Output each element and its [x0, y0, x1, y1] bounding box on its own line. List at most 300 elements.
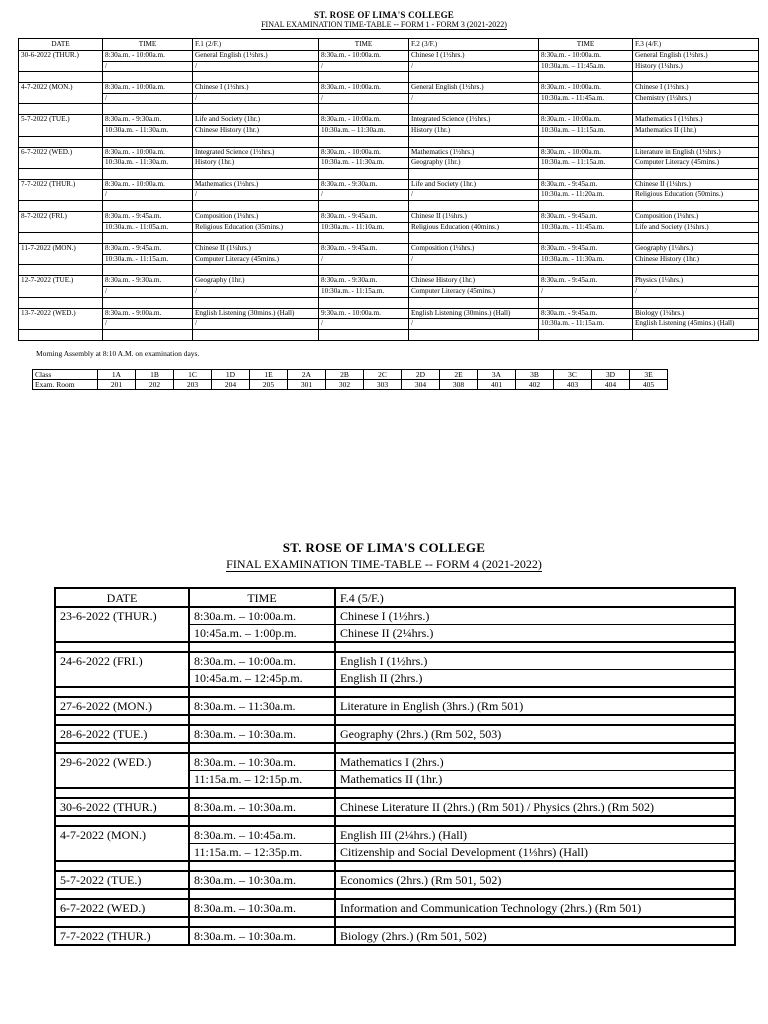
- exam-time: 8:30a.m. - 9:30a.m.: [319, 276, 409, 287]
- exam-date: 6-7-2022 (WED.): [19, 147, 103, 168]
- spacer-cell: [103, 136, 193, 147]
- spacer-cell: [189, 889, 335, 899]
- exam-time: 8:30a.m. - 9:45a.m.: [539, 211, 633, 222]
- timetable-row: [19, 276, 759, 287]
- spacer-cell: [55, 889, 189, 899]
- form4-subject: Chinese Literature II (2hrs.) (Rm 501) / Physics (2hrs.) (Rm 502): [335, 798, 735, 816]
- exam-subject: Mathematics II (1hr.): [633, 125, 759, 136]
- header-f3: F.3 (4/F.): [633, 39, 759, 51]
- spacer-cell: [319, 265, 409, 276]
- form4-spacer: [55, 788, 735, 798]
- form4-spacer: [55, 816, 735, 826]
- exam-subject: Chinese II (1¼hrs.): [409, 211, 539, 222]
- form4-date: 27-6-2022 (MON.): [55, 697, 189, 715]
- spacer-cell: [189, 687, 335, 697]
- exam-subject: Life and Society (1¼hrs.): [633, 222, 759, 233]
- spacer-cell: [319, 329, 409, 340]
- timetable-row: [19, 254, 759, 265]
- exam-date: 12-7-2022 (TUE.): [19, 276, 103, 297]
- spacer-cell: [189, 715, 335, 725]
- exam-time: 8:30a.m. - 10:00a.m.: [539, 147, 633, 158]
- spacer-cell: [103, 265, 193, 276]
- spacer-cell: [19, 72, 103, 83]
- exam-time: /: [103, 190, 193, 201]
- exam-time: 10:30a.m. – 11:15a.m.: [539, 158, 633, 169]
- exam-time: 10:30a.m. - 11:15a.m.: [103, 254, 193, 265]
- form4-subject: English II (2hrs.): [335, 670, 735, 688]
- exam-time: 8:30a.m. - 9:30a.m.: [103, 115, 193, 126]
- form4-time: 8:30a.m. – 10:30a.m.: [189, 899, 335, 917]
- form4-time: 8:30a.m. – 10:30a.m.: [189, 927, 335, 945]
- exam-subject: History (1hr.): [193, 158, 319, 169]
- spacer-cell: [193, 233, 319, 244]
- spacer-cell: [55, 642, 189, 652]
- spacer-cell: [409, 265, 539, 276]
- exam-time: /: [539, 286, 633, 297]
- spacer-cell: [103, 297, 193, 308]
- spacer-cell: [319, 233, 409, 244]
- exam-subject: Mathematics (1½hrs.): [409, 147, 539, 158]
- exam-subject: Chinese I (1½hrs.): [409, 51, 539, 62]
- spacer-cell: [103, 168, 193, 179]
- class-code: 3D: [592, 370, 630, 380]
- timetable-row: [19, 125, 759, 136]
- exam-subject: Biology (1¼hrs.): [633, 308, 759, 319]
- exam-time: 8:30a.m. - 9:30a.m.: [319, 179, 409, 190]
- timetable-row: [19, 115, 759, 126]
- room-number: 401: [478, 380, 516, 390]
- exam-date: 30-6-2022 (THUR.): [19, 51, 103, 72]
- exam-subject: Religious Education (40mins.): [409, 222, 539, 233]
- exam-subject: Geography (1hr.): [409, 158, 539, 169]
- timetable-row: [19, 190, 759, 201]
- spacer-cell: [319, 136, 409, 147]
- exam-time: 8:30a.m. - 10:00a.m.: [319, 83, 409, 94]
- spacer-cell: [539, 297, 633, 308]
- form4-subject: Biology (2hrs.) (Rm 501, 502): [335, 927, 735, 945]
- exam-subject: Chinese I (1½hrs.): [633, 83, 759, 94]
- spacer-cell: [409, 297, 539, 308]
- timetable-row: [19, 308, 759, 319]
- form4-subject: Citizenship and Social Development (1⅓hrs) (Hall): [335, 844, 735, 862]
- spacer-cell: [539, 265, 633, 276]
- exam-time: 10:30a.m. - 11:15a.m.: [539, 319, 633, 330]
- exam-time: 10:30a.m. – 11:30a.m.: [319, 125, 409, 136]
- spacer-cell: [319, 200, 409, 211]
- room-number: 204: [212, 380, 250, 390]
- form4-row: [55, 607, 735, 625]
- form4-row: [55, 725, 735, 743]
- room-number: 203: [174, 380, 212, 390]
- form4-time: 10:45a.m. – 1:00p.m.: [189, 625, 335, 643]
- form4-subject: Geography (2hrs.) (Rm 502, 503): [335, 725, 735, 743]
- exam-time: /: [319, 254, 409, 265]
- form4-date: 4-7-2022 (MON.): [55, 826, 189, 861]
- row-spacer: [19, 136, 759, 147]
- exam-subject: Literature in English (1½hrs.): [633, 147, 759, 158]
- row-spacer: [19, 265, 759, 276]
- form4-date: 7-7-2022 (THUR.): [55, 927, 189, 945]
- form4-time: 8:30a.m. – 10:00a.m.: [189, 652, 335, 670]
- timetable-row: [19, 51, 759, 62]
- form4-row: [55, 826, 735, 844]
- room-number: 402: [516, 380, 554, 390]
- exam-subject: /: [193, 190, 319, 201]
- exam-subject: History (1¼hrs.): [633, 61, 759, 72]
- spacer-cell: [335, 642, 735, 652]
- room-number: 403: [554, 380, 592, 390]
- exam-subject: /: [193, 93, 319, 104]
- exam-subject: Life and Society (1hr.): [193, 115, 319, 126]
- exam-subject: Computer Literacy (45mins.): [193, 254, 319, 265]
- exam-subject: Chinese II (1¼hrs.): [633, 179, 759, 190]
- exam-subject: Chemistry (1¼hrs.): [633, 93, 759, 104]
- exam-time: /: [103, 93, 193, 104]
- spacer-cell: [189, 788, 335, 798]
- spacer-cell: [103, 200, 193, 211]
- form4-time: 8:30a.m. – 11:30a.m.: [189, 697, 335, 715]
- form4-spacer: [55, 917, 735, 927]
- exam-time: 8:30a.m. - 10:00a.m.: [103, 147, 193, 158]
- exam-subject: Composition (1¼hrs.): [633, 211, 759, 222]
- class-code: 3A: [478, 370, 516, 380]
- exam-subject: Religious Education (35mins.): [193, 222, 319, 233]
- spacer-cell: [19, 168, 103, 179]
- row-spacer: [19, 72, 759, 83]
- room-number: 304: [402, 380, 440, 390]
- exam-subject: History (1hr.): [409, 125, 539, 136]
- form4-header-subject: F.4 (5/F.): [335, 588, 735, 607]
- exam-subject: Composition (1¼hrs.): [409, 244, 539, 255]
- exam-time: 10:30a.m. - 11:30a.m.: [319, 158, 409, 169]
- exam-time: 8:30a.m. - 9:45a.m.: [103, 211, 193, 222]
- form4-time: 8:30a.m. – 10:30a.m.: [189, 753, 335, 771]
- header-f2: F.2 (3/F.): [409, 39, 539, 51]
- spacer-cell: [19, 265, 103, 276]
- timetable-row: [19, 244, 759, 255]
- exam-subject: Mathematics I (1½hrs.): [633, 115, 759, 126]
- spacer-cell: [55, 687, 189, 697]
- spacer-cell: [335, 687, 735, 697]
- form4-time: 8:30a.m. – 10:30a.m.: [189, 725, 335, 743]
- room-table-class-row: [33, 370, 668, 380]
- exam-subject: Chinese History (1hr.): [193, 125, 319, 136]
- exam-time: 8:30a.m. - 10:00a.m.: [539, 51, 633, 62]
- spacer-cell: [539, 104, 633, 115]
- class-code: 3B: [516, 370, 554, 380]
- exam-time: 8:30a.m. - 9:45a.m.: [103, 244, 193, 255]
- exam-subject: /: [409, 190, 539, 201]
- row-spacer: [19, 200, 759, 211]
- exam-time: 8:30a.m. - 10:00a.m.: [539, 83, 633, 94]
- exam-time: 8:30a.m. - 10:00a.m.: [319, 115, 409, 126]
- room-number: 202: [136, 380, 174, 390]
- class-code: 1C: [174, 370, 212, 380]
- form4-subject: Chinese I (1½hrs.): [335, 607, 735, 625]
- spacer-cell: [633, 200, 759, 211]
- timetable-row: [19, 286, 759, 297]
- spacer-cell: [19, 136, 103, 147]
- spacer-cell: [193, 265, 319, 276]
- form4-spacer: [55, 715, 735, 725]
- spacer-cell: [633, 233, 759, 244]
- exam-subject: /: [193, 319, 319, 330]
- exam-subject: Computer Literacy (45mins.): [633, 158, 759, 169]
- spacer-cell: [319, 168, 409, 179]
- timetable-header-row: [19, 39, 759, 51]
- spacer-cell: [193, 136, 319, 147]
- spacer-cell: [19, 297, 103, 308]
- exam-time: /: [319, 319, 409, 330]
- exam-subject: Chinese History (1hr.): [633, 254, 759, 265]
- spacer-cell: [409, 104, 539, 115]
- form4-header-time: TIME: [189, 588, 335, 607]
- room-number: 301: [288, 380, 326, 390]
- spacer-cell: [55, 917, 189, 927]
- exam-subject: Religious Education (50mins.): [633, 190, 759, 201]
- room-number: 404: [592, 380, 630, 390]
- row-spacer: [19, 297, 759, 308]
- exam-time: 8:30a.m. - 9:45a.m.: [539, 179, 633, 190]
- class-code: 3E: [630, 370, 668, 380]
- class-code: 2C: [364, 370, 402, 380]
- spacer-cell: [335, 861, 735, 871]
- spacer-cell: [319, 72, 409, 83]
- class-code: 2D: [402, 370, 440, 380]
- spacer-cell: [409, 200, 539, 211]
- spacer-cell: [539, 168, 633, 179]
- exam-time: /: [319, 190, 409, 201]
- spacer-cell: [193, 200, 319, 211]
- exam-time: 8:30a.m. - 9:45a.m.: [539, 308, 633, 319]
- spacer-cell: [335, 917, 735, 927]
- exam-subject: English Listening (30mins.) (Hall): [409, 308, 539, 319]
- class-code: 3C: [554, 370, 592, 380]
- spacer-cell: [335, 788, 735, 798]
- exam-subject: English Listening (30mins.) (Hall): [193, 308, 319, 319]
- page2-school-title: ST. ROSE OF LIMA'S COLLEGE: [282, 540, 486, 555]
- timetable-row: [19, 319, 759, 330]
- form4-spacer: [55, 687, 735, 697]
- timetable-row: [19, 179, 759, 190]
- exam-time: /: [103, 61, 193, 72]
- header-date: DATE: [19, 39, 103, 51]
- exam-subject: Chinese I (1½hrs.): [193, 83, 319, 94]
- exam-time: 8:30a.m. - 10:00a.m.: [103, 83, 193, 94]
- header-time-f1: TIME: [103, 39, 193, 51]
- exam-subject: English Listening (45mins.) (Hall): [633, 319, 759, 330]
- exam-room-table: [32, 369, 668, 390]
- exam-time: 10:30a.m. - 11:10a.m.: [319, 222, 409, 233]
- form4-time: 8:30a.m. – 10:00a.m.: [189, 607, 335, 625]
- form4-header-row: [55, 588, 735, 607]
- exam-subject: /: [409, 93, 539, 104]
- form4-date: 23-6-2022 (THUR.): [55, 607, 189, 642]
- room-number: 205: [250, 380, 288, 390]
- exam-time: 8:30a.m. - 9:45a.m.: [539, 276, 633, 287]
- exam-time: /: [319, 61, 409, 72]
- exam-subject: /: [193, 61, 319, 72]
- exam-subject: /: [409, 319, 539, 330]
- class-code: 2B: [326, 370, 364, 380]
- exam-time: 8:30a.m. - 10:00a.m.: [319, 51, 409, 62]
- form4-time: 10:45a.m. – 12:45p.m.: [189, 670, 335, 688]
- exam-time: 8:30a.m. - 9:45a.m.: [319, 211, 409, 222]
- exam-time: 8:30a.m. - 10:00a.m.: [103, 179, 193, 190]
- exam-subject: Physics (1¼hrs.): [633, 276, 759, 287]
- exam-time: 8:30a.m. - 10:00a.m.: [103, 51, 193, 62]
- page2-subtitle: FINAL EXAMINATION TIME-TABLE -- FORM 4 (2021-2022): [226, 557, 542, 571]
- form4-date: 24-6-2022 (FRI.): [55, 652, 189, 687]
- spacer-cell: [55, 861, 189, 871]
- form4-date: 30-6-2022 (THUR.): [55, 798, 189, 816]
- form4-subject: Mathematics II (1hr.): [335, 771, 735, 789]
- exam-subject: Computer Literacy (45mins.): [409, 286, 539, 297]
- form4-subject: Economics (2hrs.) (Rm 501, 502): [335, 871, 735, 889]
- form4-spacer: [55, 861, 735, 871]
- spacer-cell: [633, 329, 759, 340]
- exam-time: 10:30a.m. – 11:45a.m.: [539, 61, 633, 72]
- exam-time: /: [319, 93, 409, 104]
- class-code: 2E: [440, 370, 478, 380]
- exam-time: 10:30a.m. - 11:45a.m.: [539, 93, 633, 104]
- exam-time: /: [103, 286, 193, 297]
- exam-subject: /: [633, 286, 759, 297]
- spacer-cell: [409, 72, 539, 83]
- room-number: 308: [440, 380, 478, 390]
- form1-3-timetable: [18, 38, 759, 341]
- form4-spacer: [55, 889, 735, 899]
- exam-date: 13-7-2022 (WED.): [19, 308, 103, 329]
- exam-time: 10:30a.m. - 11:20a.m.: [539, 190, 633, 201]
- form4-spacer: [55, 642, 735, 652]
- room-number: 303: [364, 380, 402, 390]
- timetable-row: [19, 147, 759, 158]
- form4-row: [55, 899, 735, 917]
- spacer-cell: [103, 233, 193, 244]
- form4-row: [55, 697, 735, 715]
- form4-time: 8:30a.m. – 10:45a.m.: [189, 826, 335, 844]
- form4-subject: English III (2¼hrs.) (Hall): [335, 826, 735, 844]
- spacer-cell: [319, 104, 409, 115]
- form4-spacer: [55, 743, 735, 753]
- class-code: 1E: [250, 370, 288, 380]
- exam-time: 10:30a.m. - 11:30a.m.: [103, 158, 193, 169]
- room-number: 201: [98, 380, 136, 390]
- spacer-cell: [189, 861, 335, 871]
- exam-time: 8:30a.m. - 9:00a.m.: [103, 308, 193, 319]
- spacer-cell: [193, 168, 319, 179]
- spacer-cell: [409, 233, 539, 244]
- class-code: 2A: [288, 370, 326, 380]
- row-spacer: [19, 329, 759, 340]
- timetable-row: [19, 222, 759, 233]
- room-number: 405: [630, 380, 668, 390]
- timetable-row: [19, 61, 759, 72]
- timetable-row: [19, 158, 759, 169]
- spacer-cell: [189, 642, 335, 652]
- spacer-cell: [633, 104, 759, 115]
- form4-row: [55, 652, 735, 670]
- spacer-cell: [319, 297, 409, 308]
- spacer-cell: [409, 136, 539, 147]
- form4-time: 11:15a.m. – 12:35p.m.: [189, 844, 335, 862]
- spacer-cell: [55, 715, 189, 725]
- spacer-cell: [539, 329, 633, 340]
- spacer-cell: [633, 265, 759, 276]
- form4-subject: Mathematics I (2hrs.): [335, 753, 735, 771]
- spacer-cell: [103, 329, 193, 340]
- spacer-cell: [633, 72, 759, 83]
- exam-date: 4-7-2022 (MON.): [19, 83, 103, 104]
- exam-subject: Composition (1¼hrs.): [193, 211, 319, 222]
- form4-row: [55, 798, 735, 816]
- form4-timetable: [54, 587, 736, 946]
- exam-subject: Chinese II (1¼hrs.): [193, 244, 319, 255]
- exam-date: 7-7-2022 (THUR.): [19, 179, 103, 200]
- page1-subtitle: FINAL EXAMINATION TIME-TABLE -- FORM 1 - FORM 3 (2021-2022): [261, 20, 507, 29]
- form4-date: 5-7-2022 (TUE.): [55, 871, 189, 889]
- exam-time: 10:30a.m. - 11:15a.m.: [319, 286, 409, 297]
- exam-subject: /: [409, 61, 539, 72]
- exam-subject: Geography (1¼hrs.): [633, 244, 759, 255]
- spacer-cell: [539, 233, 633, 244]
- spacer-cell: [55, 788, 189, 798]
- header-time-f2: TIME: [319, 39, 409, 51]
- form4-time: 8:30a.m. – 10:30a.m.: [189, 798, 335, 816]
- form4-row: [55, 871, 735, 889]
- class-code: 1A: [98, 370, 136, 380]
- class-label: Class: [33, 370, 98, 380]
- exam-time: 8:30a.m. - 9:45a.m.: [539, 244, 633, 255]
- exam-date: 11-7-2022 (MON.): [19, 244, 103, 265]
- spacer-cell: [335, 889, 735, 899]
- exam-time: /: [103, 319, 193, 330]
- form4-date: 6-7-2022 (WED.): [55, 899, 189, 917]
- spacer-cell: [633, 297, 759, 308]
- spacer-cell: [633, 168, 759, 179]
- form4-date: 29-6-2022 (WED.): [55, 753, 189, 788]
- exam-time: 10:30a.m. - 11:05a.m.: [103, 222, 193, 233]
- exam-subject: /: [193, 286, 319, 297]
- exam-time: 8:30a.m. - 9:45a.m.: [319, 244, 409, 255]
- exam-time: 9:30a.m. - 10:00a.m.: [319, 308, 409, 319]
- row-spacer: [19, 104, 759, 115]
- form4-subject: English I (1½hrs.): [335, 652, 735, 670]
- exam-time: 8:30a.m. - 9:30a.m.: [103, 276, 193, 287]
- spacer-cell: [193, 72, 319, 83]
- header-time-f3: TIME: [539, 39, 633, 51]
- spacer-cell: [633, 136, 759, 147]
- spacer-cell: [19, 104, 103, 115]
- exam-time: 10:30a.m. - 11:30a.m.: [539, 254, 633, 265]
- exam-subject: Geography (1hr.): [193, 276, 319, 287]
- exam-time: 10:30a.m. – 11:15a.m.: [539, 125, 633, 136]
- spacer-cell: [335, 715, 735, 725]
- exam-subject: Integrated Science (1½hrs.): [409, 115, 539, 126]
- exam-subject: General English (1½hrs.): [409, 83, 539, 94]
- spacer-cell: [539, 200, 633, 211]
- spacer-cell: [103, 72, 193, 83]
- spacer-cell: [193, 297, 319, 308]
- spacer-cell: [409, 329, 539, 340]
- timetable-row: [19, 211, 759, 222]
- exam-subject: Integrated Science (1½hrs.): [193, 147, 319, 158]
- exam-date: 5-7-2022 (TUE.): [19, 115, 103, 136]
- spacer-cell: [55, 743, 189, 753]
- spacer-cell: [103, 104, 193, 115]
- page1-school-title: ST. ROSE OF LIMA'S COLLEGE: [314, 10, 454, 20]
